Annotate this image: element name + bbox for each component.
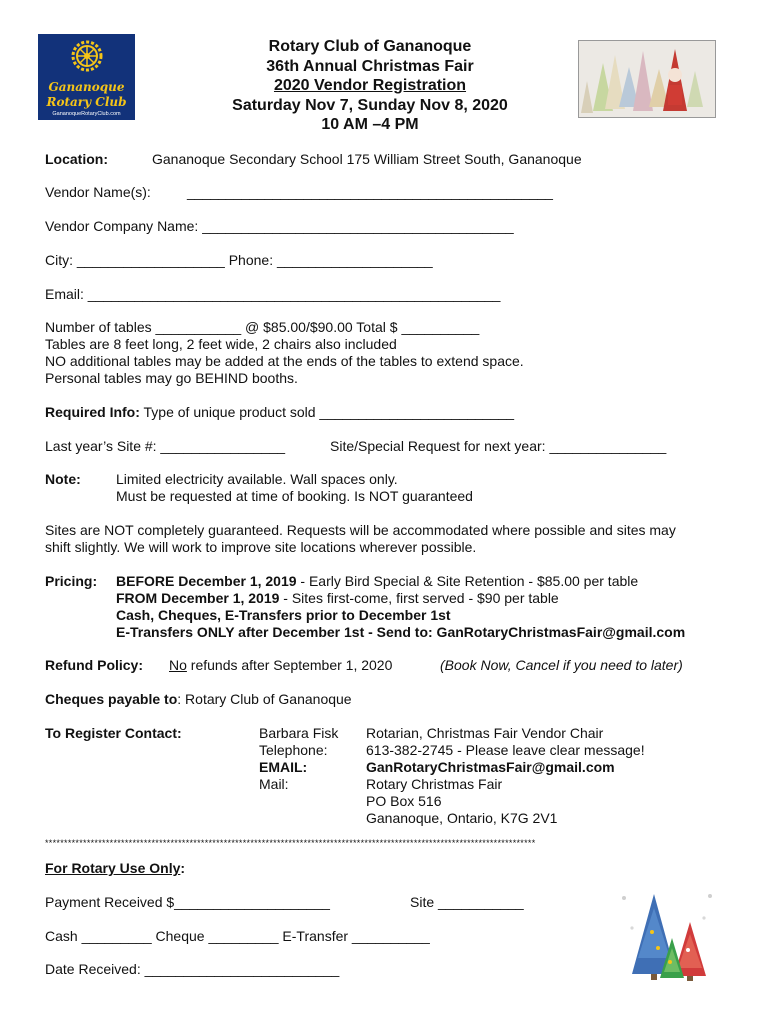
refund-label: Refund Policy: bbox=[45, 657, 144, 673]
payment-methods-field[interactable]: Cash _________ Cheque _________ E-Transfer __________ bbox=[45, 928, 430, 944]
header-event: 36th Annual Christmas Fair bbox=[266, 57, 474, 75]
location-value: Gananoque Secondary School 175 William Street South, Gananoque bbox=[152, 151, 582, 167]
logo-website: GananoqueRotaryClub.com bbox=[52, 111, 121, 117]
contact-email-label: EMAIL: bbox=[259, 759, 308, 775]
refund-text bbox=[169, 657, 392, 673]
note-line2: Must be requested at time of booking. Is NOT guaranteed bbox=[116, 488, 473, 504]
contact-phone-value: 613-382-2745 - Please leave clear message! bbox=[366, 742, 645, 758]
contact-labels bbox=[259, 725, 338, 793]
cheques-value: : Rotary Club of Gananoque bbox=[177, 691, 352, 707]
rotary-wheel-icon bbox=[71, 40, 103, 72]
site-request-field[interactable]: Site/Special Request for next year: _______________ bbox=[330, 438, 667, 454]
page-header bbox=[170, 37, 570, 135]
pricing-early-text: - Early Bird Special & Site Retention - $85.00 per table bbox=[296, 573, 639, 589]
pricing-early-date: BEFORE December 1, 2019 bbox=[116, 573, 297, 589]
date-received-field[interactable]: Date Received: _________________________ bbox=[45, 961, 340, 977]
contact-mail-line2: PO Box 516 bbox=[366, 793, 442, 809]
location-label: Location: bbox=[45, 151, 108, 167]
contact-mail-label: Mail: bbox=[259, 776, 289, 792]
pricing-details bbox=[116, 573, 685, 641]
refund-note: (Book Now, Cancel if you need to later) bbox=[440, 657, 683, 673]
contact-email-value[interactable]: GanRotaryChristmasFair@gmail.com bbox=[366, 759, 615, 775]
office-site-field[interactable]: Site ___________ bbox=[410, 894, 524, 910]
refund-date-text: refunds after September 1, 2020 bbox=[186, 657, 393, 673]
contact-name: Barbara Fisk bbox=[259, 725, 339, 741]
tables-count-line[interactable]: Number of tables ___________ @ $85.00/$90.00 Total $ __________ bbox=[45, 319, 480, 335]
logo-name-line1: Gananoque bbox=[48, 80, 125, 94]
sites-line1: Sites are NOT completely guaranteed. Requests will be accommodated where possible and sites may bbox=[45, 522, 676, 538]
tables-size-line: Tables are 8 feet long, 2 feet wide, 2 chairs also included bbox=[45, 336, 397, 352]
required-info-text: Type of unique product sold _________________________ bbox=[143, 404, 515, 420]
company-field[interactable]: Vendor Company Name: ________________________________________ bbox=[45, 218, 514, 234]
header-club: Rotary Club of Gananoque bbox=[268, 38, 472, 55]
pricing-line2 bbox=[116, 590, 685, 607]
city-phone-field[interactable]: City: ___________________ Phone: ____________________ bbox=[45, 252, 433, 268]
cheques-line bbox=[45, 691, 352, 707]
contact-values bbox=[366, 725, 645, 827]
pricing-from-text: - Sites first-come, first served - $90 per table bbox=[279, 590, 559, 606]
vendor-names-label: Vendor Name(s): bbox=[45, 184, 151, 200]
last-year-site-field[interactable]: Last year’s Site #: ________________ bbox=[45, 438, 286, 454]
cheques-label: Cheques payable to bbox=[45, 691, 178, 707]
tables-extend-line: NO additional tables may be added at the ends of the tables to extend space. bbox=[45, 353, 524, 369]
sites-line2: shift slightly. We will work to improve site locations wherever possible. bbox=[45, 539, 477, 555]
tables-section bbox=[45, 319, 524, 387]
refund-no: No bbox=[169, 657, 187, 673]
note-line1: Limited electricity available. Wall spaces only. bbox=[116, 471, 398, 487]
note-label: Note: bbox=[45, 471, 81, 487]
christmas-trees-photo bbox=[578, 40, 716, 118]
contact-mail-line3: Gananoque, Ontario, K7G 2V1 bbox=[366, 810, 558, 826]
pricing-from-date: FROM December 1, 2019 bbox=[116, 590, 280, 606]
rotary-logo bbox=[38, 34, 135, 120]
sites-paragraph bbox=[45, 522, 676, 556]
office-use-title bbox=[45, 860, 185, 876]
contact-label: To Register Contact: bbox=[45, 725, 182, 741]
note-text bbox=[116, 471, 473, 505]
required-info-label: Required Info: bbox=[45, 404, 140, 420]
pricing-line3: Cash, Cheques, E-Transfers prior to December 1st bbox=[116, 607, 451, 623]
required-info-line[interactable] bbox=[45, 404, 514, 420]
separator-line: ********************************************************************************************************************************* bbox=[45, 838, 536, 848]
tables-personal-line: Personal tables may go BEHIND booths. bbox=[45, 370, 298, 386]
contact-role: Rotarian, Christmas Fair Vendor Chair bbox=[366, 725, 604, 741]
header-hours: 10 AM –4 PM bbox=[321, 116, 419, 133]
office-use-colon: : bbox=[180, 860, 186, 876]
vendor-names-field[interactable]: _______________________________________________ bbox=[187, 184, 553, 200]
email-field[interactable]: Email: _____________________________________________________ bbox=[45, 286, 501, 302]
pricing-line4: E-Transfers ONLY after December 1st - Send to: GanRotaryChristmasFair@gmail.com bbox=[116, 624, 686, 640]
pricing-line1 bbox=[116, 573, 685, 590]
logo-name-line2: Rotary Club bbox=[46, 95, 127, 109]
christmas-trees-icon bbox=[618, 888, 718, 984]
pricing-label: Pricing: bbox=[45, 573, 98, 589]
header-dates: Saturday Nov 7, Sunday Nov 8, 2020 bbox=[232, 96, 508, 114]
office-use-title-text: For Rotary Use Only bbox=[45, 860, 181, 876]
header-form-title: 2020 Vendor Registration bbox=[273, 77, 467, 94]
contact-mail-line1: Rotary Christmas Fair bbox=[366, 776, 503, 792]
payment-received-field[interactable]: Payment Received $____________________ bbox=[45, 894, 330, 910]
contact-phone-label: Telephone: bbox=[259, 742, 328, 758]
